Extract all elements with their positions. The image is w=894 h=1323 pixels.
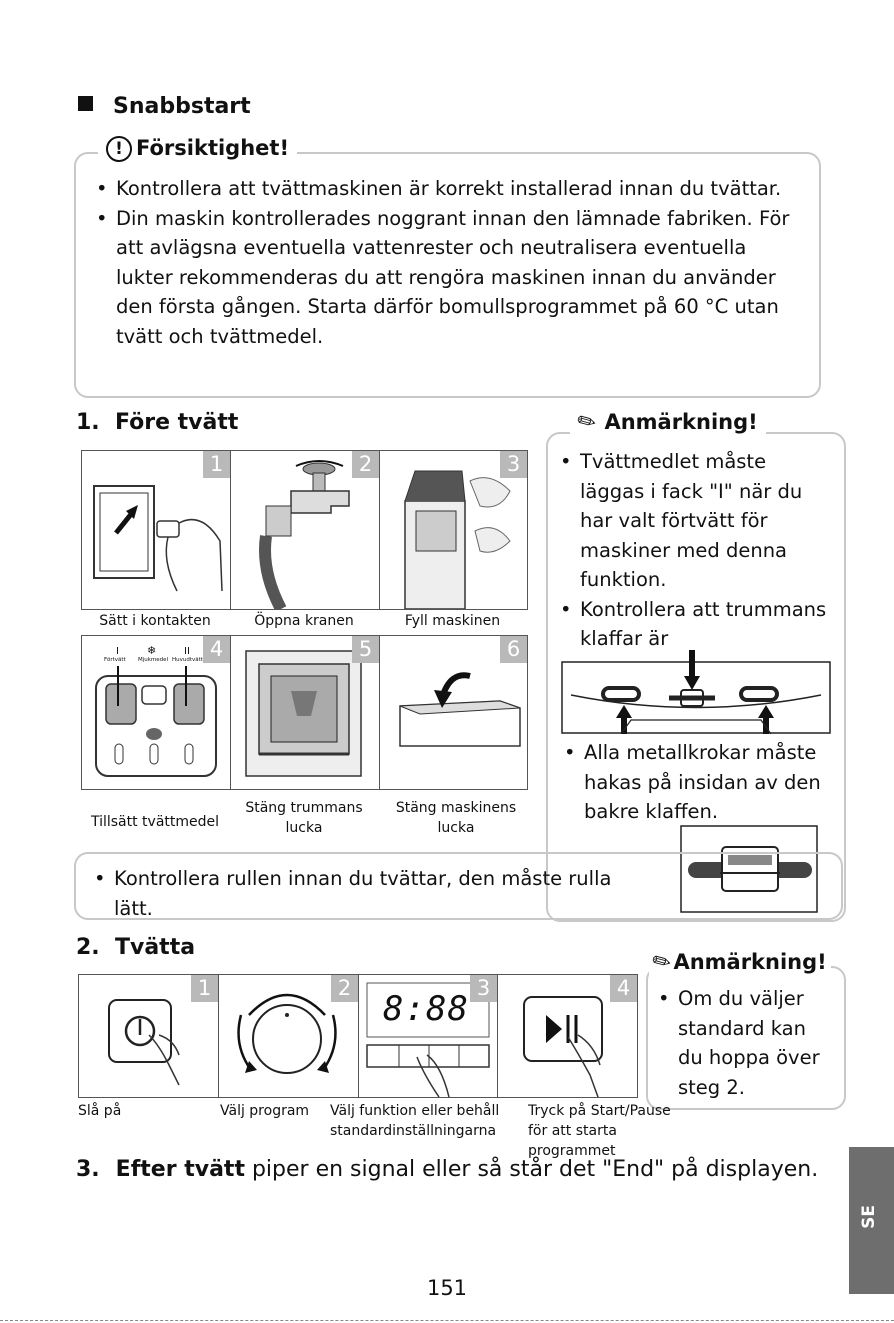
note1-header (570, 407, 766, 438)
roller-note-list (94, 864, 634, 923)
step-number: 4 (610, 975, 637, 1002)
wash-panel-power (78, 974, 219, 1098)
step-panel-fill (379, 450, 528, 610)
step-panel-drum-door (230, 635, 380, 790)
caution-title: Försiktighet! (136, 136, 290, 160)
step-caption: Fyll maskinen (404, 613, 501, 629)
dispenser-sublabel: Mjukmedel (138, 657, 169, 663)
dispenser-sublabel: Huvudtvätt (172, 657, 203, 663)
section1-title: 1. Före tvätt (76, 410, 239, 435)
step-caption: Sätt i kontakten (99, 613, 211, 629)
list-item: • Kontrollera att tvättmaskinen är korrekt installerad innan du tvättar. (96, 174, 806, 204)
quickstart-heading (78, 94, 251, 119)
caution-header (98, 136, 297, 162)
step-number: 3 (470, 975, 497, 1002)
pushpin-icon: ✎ (647, 947, 677, 978)
step-caption: Slå på (78, 1103, 122, 1119)
step-caption: Öppna kranen (254, 613, 354, 629)
dispenser-sublabel: Förtvätt (104, 657, 126, 663)
note1-title: Anmärkning! (604, 410, 758, 434)
step-caption: Välj funktion eller behåll standardinställningarna (330, 1103, 500, 1139)
step-number: 5 (352, 636, 379, 663)
note1-list-b (564, 738, 829, 827)
step-caption: Välj program (220, 1103, 310, 1119)
pushpin-icon: ✎ (572, 407, 602, 438)
step-number: 2 (352, 451, 379, 478)
display-readout: 8:88 (383, 989, 469, 1029)
note2-title: Anmärkning! (673, 950, 827, 974)
step-panel-machine-lid (379, 635, 528, 790)
list-item: • Tvättmedlet måste läggas i fack "I" när du har valt förtvätt för maskiner med denna funktion. (560, 447, 830, 595)
list-item: • Om du väljer standard kan du hoppa över steg 2. (658, 984, 834, 1102)
note2-header (647, 947, 831, 978)
step-number: 4 (203, 636, 230, 663)
step-number: 3 (500, 451, 527, 478)
language-tab (849, 1147, 894, 1294)
page-edge-divider (0, 1320, 894, 1321)
dispenser-label: I (116, 646, 119, 657)
page-number: 151 (426, 1276, 468, 1300)
list-item: • Alla metallkrokar måste hakas på insidan av den bakre klaffen. (564, 738, 829, 827)
note2-list (658, 984, 834, 1102)
list-item: • Kontrollera rullen innan du tvättar, den måste rulla lätt. (94, 864, 634, 923)
section3-text: piper en signal eller så står det "End" på displayen. (244, 1157, 819, 1182)
list-item: • Kontrollera att trummans klaffar är (560, 595, 830, 654)
section3-bold: Efter tvätt (115, 1157, 245, 1182)
section2-title: 2. Tvätta (76, 935, 196, 960)
language-tab-label: SE (858, 1205, 879, 1229)
snowflake-icon: ❄ (147, 644, 157, 657)
wash-panel-function (358, 974, 498, 1098)
step-panel-tap (230, 450, 380, 610)
dispenser-label: II (184, 646, 190, 657)
wash-panel-program (218, 974, 359, 1098)
step-caption: Tillsätt tvättmedel (90, 814, 220, 830)
step-caption: Tryck på Start/Pause för att starta programmet (528, 1103, 671, 1159)
wash-panel-start (497, 974, 638, 1098)
exclamation-icon: ! (106, 136, 132, 162)
step-panel-plug (81, 450, 231, 610)
step-panel-detergent (81, 635, 231, 790)
note1-list-a (560, 447, 830, 654)
quickstart-title: Snabbstart (113, 94, 251, 119)
drum-flaps-illustration (561, 650, 831, 734)
list-item: • Din maskin kontrollerades noggrant innan den lämnade fabriken. För att avlägsna eventuella vattenrester och neutralisera eventuella lukter rekommenderas du att rengöra maskinen innan du använder den första gången. Starta därför bomullsprogrammet på 60 °C utan tvätt och tvättmedel. (96, 204, 806, 352)
step-number: 1 (191, 975, 218, 1002)
step-caption: Stäng maskinens lucka (395, 800, 517, 836)
step-number: 1 (203, 451, 230, 478)
caution-list (96, 174, 806, 351)
step-number: 6 (500, 636, 527, 663)
step-caption: Stäng trummans lucka (245, 800, 363, 836)
section3-line (76, 1157, 818, 1182)
square-bullet-icon (78, 96, 93, 111)
step-number: 2 (331, 975, 358, 1002)
section3-number: 3. (76, 1157, 100, 1182)
